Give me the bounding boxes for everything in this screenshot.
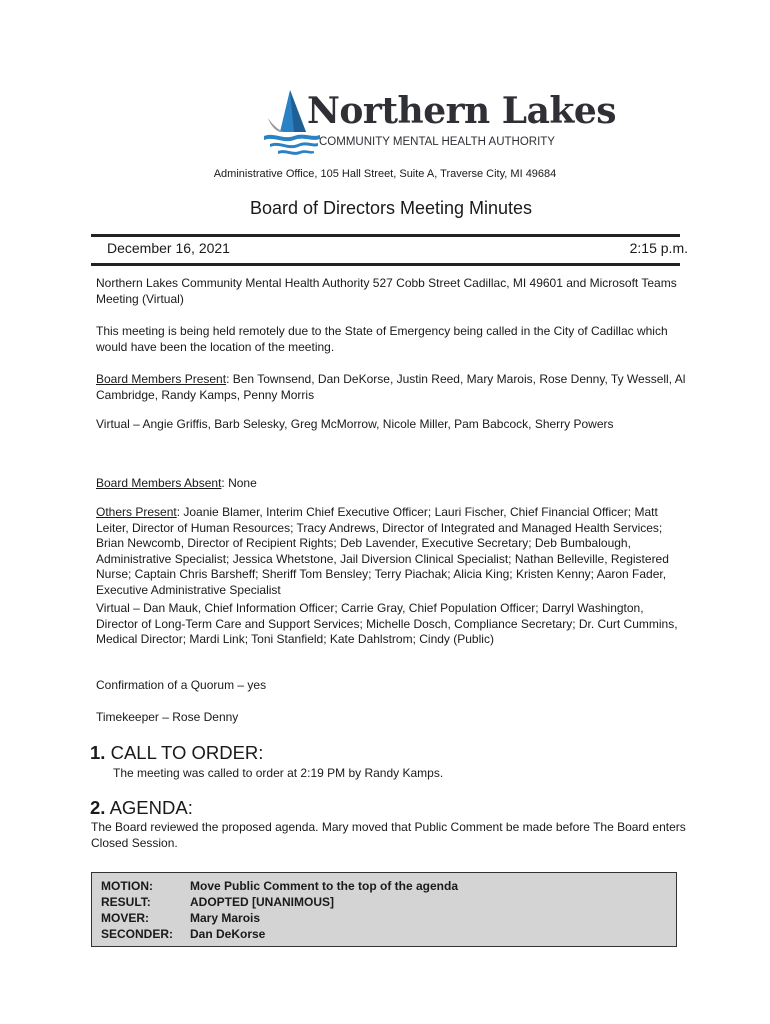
meeting-location: Northern Lakes Community Mental Health Authority 527 Cobb Street Cadillac, MI 49601 and Microsoft Teams Meeting (Virtual)	[96, 276, 677, 306]
header-rule-top	[91, 234, 680, 237]
board-members-present	[96, 372, 686, 403]
motion-box	[91, 872, 677, 947]
result-label: RESULT:	[101, 895, 151, 909]
header-rule-bottom	[91, 263, 680, 266]
result-value: ADOPTED [UNANIMOUS]	[190, 895, 334, 909]
others-present-label: Others Present	[96, 505, 177, 519]
others-present-list: : Joanie Blamer, Interim Chief Executive Officer; Lauri Fischer, Chief Financial Officer; Matt Leiter, Director of Human Resources; Tracy Andrews, Director of Integrated and Managed Health Services; Brian Newcomb, Director of Recipient Rights; Deb Lavender, Executive Secretary; Deb Bumbalough, Administrative Specialist; Jessica Whetstone, Jail Diversion Clinical Specialist; Nathan Belleville, Registered Nurse; Captain Chris Barsheff; Sheriff Tom Bensley; Terry Piachak; Alicia King; Kristen Kenny; Aaron Fader, Executive Administrative Specialist	[96, 505, 669, 597]
timekeeper: Timekeeper – Rose Denny	[96, 710, 239, 724]
organization-logo	[262, 88, 617, 158]
others-virtual: Virtual – Dan Mauk, Chief Information Officer; Carrie Gray, Chief Population Officer; Darryl Washington, Director of Long-Term Care and Support Services; Michelle Dosch, Compliance Secretary; Dr. Curt Cummins, Medical Director; Mardi Link; Toni Stanfield; Kate Dahlstrom; Cindy (Public)	[96, 601, 678, 647]
section-title: CALL TO ORDER:	[110, 742, 264, 763]
board-absent-label: Board Members Absent	[96, 476, 222, 490]
document-title: Board of Directors Meeting Minutes	[249, 198, 533, 218]
remote-meeting-note: This meeting is being held remotely due to the State of Emergency being called in the City of Cadillac which would have been the location of the meeting.	[96, 324, 668, 354]
logo-wordmark: Northern Lakes	[307, 90, 617, 132]
seconder-value: Dan DeKorse	[190, 927, 266, 941]
motion-label: MOTION:	[101, 879, 153, 893]
agenda-text: The Board reviewed the proposed agenda. Mary moved that Public Comment be made before The Board enters Closed Session.	[91, 820, 686, 850]
meeting-date: December 16, 2021	[107, 240, 230, 256]
quorum-confirmation: Confirmation of a Quorum – yes	[96, 678, 267, 692]
section-heading-call-to-order	[90, 742, 263, 764]
section-title: AGENDA:	[109, 797, 193, 818]
meeting-time: 2:15 p.m.	[629, 240, 688, 256]
mover-value: Mary Marois	[190, 911, 261, 925]
board-members-absent	[96, 476, 686, 492]
motion-value: Move Public Comment to the top of the agenda	[190, 879, 459, 893]
section-number: 2.	[90, 797, 106, 818]
board-members-virtual: Virtual – Angie Griffis, Barb Selesky, Greg McMorrow, Nicole Miller, Pam Babcock, Sherry Powers	[96, 417, 614, 431]
logo-subtitle: COMMUNITY MENTAL HEALTH AUTHORITY	[319, 136, 555, 148]
board-absent-list: : None	[221, 476, 257, 490]
others-present	[96, 505, 686, 599]
board-present-list: : Ben Townsend, Dan DeKorse, Justin Reed, Mary Marois, Rose Denny, Ty Wessell, Al Cambridge, Randy Kamps, Penny Morris	[96, 372, 686, 402]
mover-label: MOVER:	[101, 911, 149, 925]
call-to-order-text: The meeting was called to order at 2:19 PM by Randy Kamps.	[113, 766, 444, 780]
seconder-label: SECONDER:	[101, 927, 174, 941]
section-number: 1.	[90, 742, 106, 763]
section-heading-agenda	[90, 797, 193, 819]
office-address: Administrative Office, 105 Hall Street, Suite A, Traverse City, MI 49684	[213, 168, 557, 180]
board-present-label: Board Members Present	[96, 372, 227, 386]
